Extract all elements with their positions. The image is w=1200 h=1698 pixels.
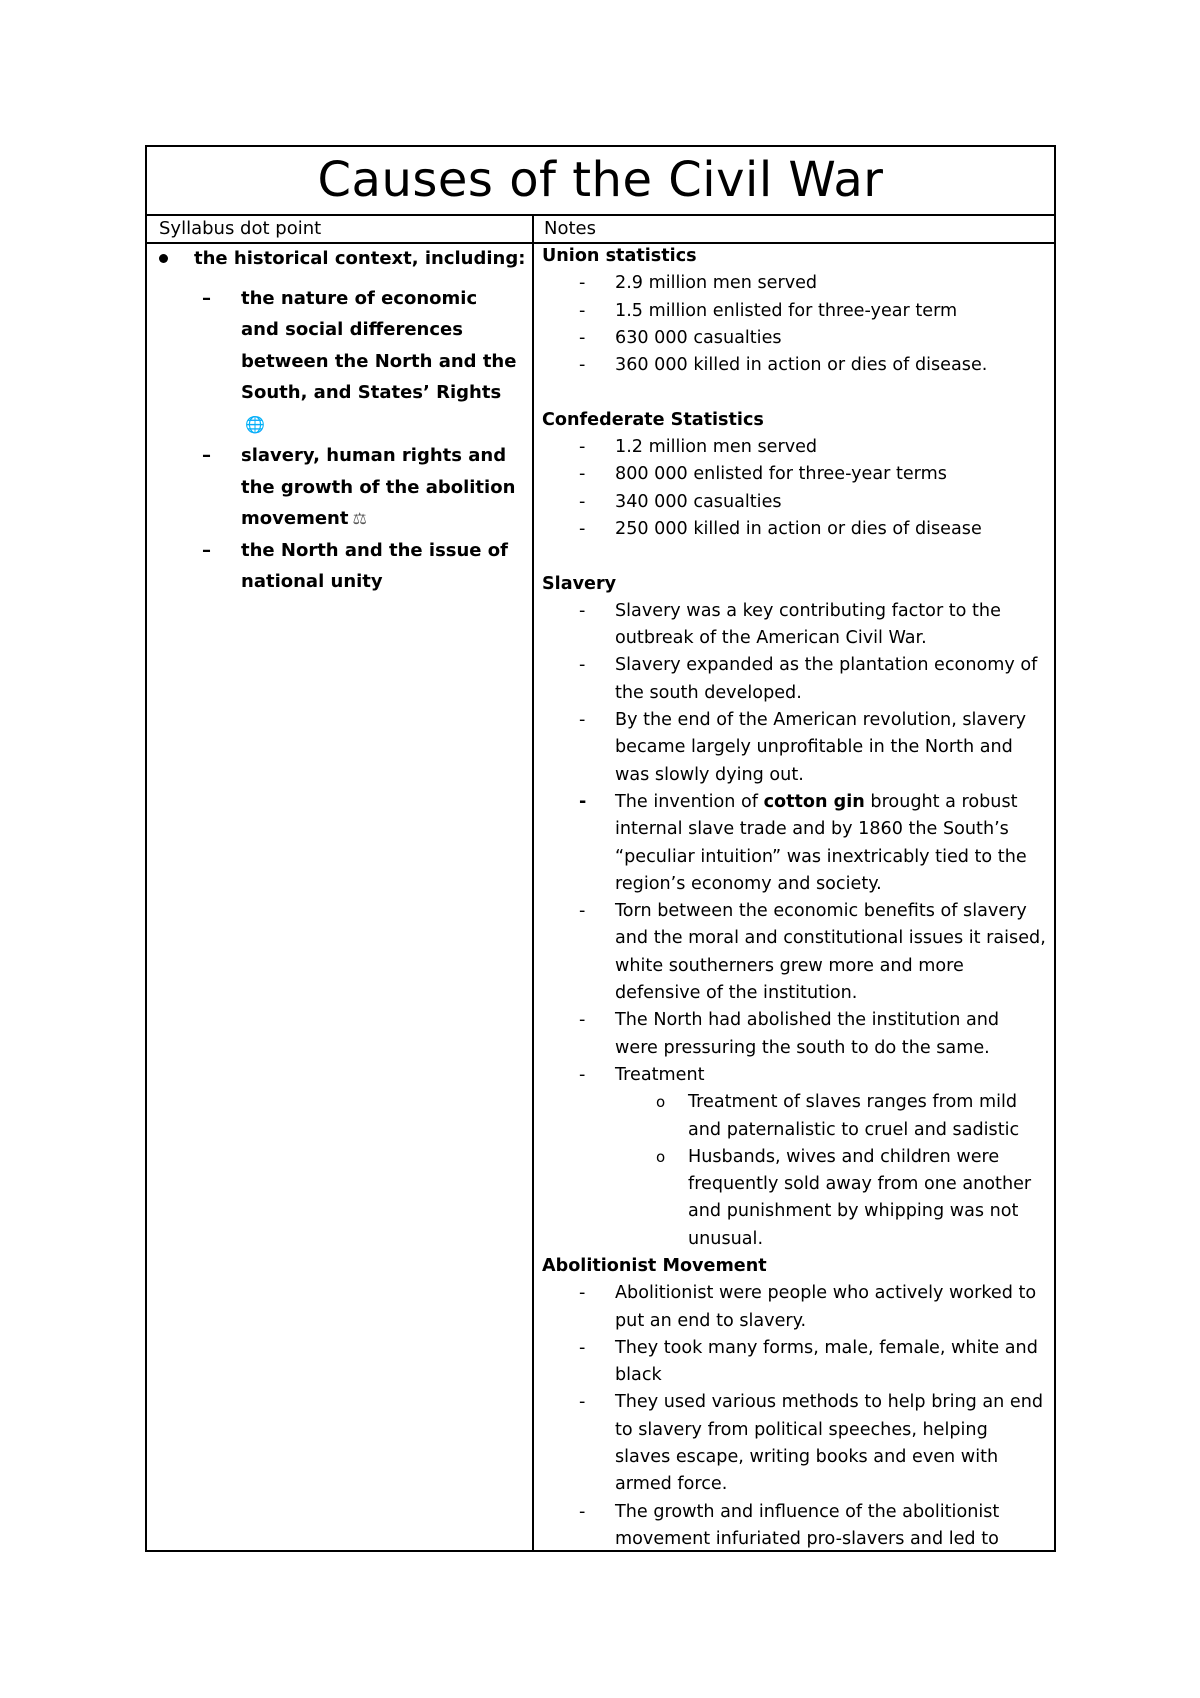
- causes-table: [145, 145, 1056, 1552]
- dash-marker: -: [579, 1283, 586, 1304]
- note-item: [542, 1389, 1047, 1498]
- column-divider: [532, 216, 534, 1550]
- note-item: [542, 898, 1047, 1007]
- note-item: [542, 298, 1047, 325]
- syllabus-sub-points: [157, 283, 527, 598]
- dash-marker: -: [579, 327, 586, 348]
- note-item: [542, 489, 1047, 516]
- dash-marker: -: [579, 273, 586, 294]
- note-item: [542, 652, 1047, 707]
- dash-marker: -: [579, 518, 586, 539]
- dash-marker: -: [579, 1501, 586, 1522]
- header-notes: Notes: [544, 218, 596, 239]
- note-text: 2.9 million men served: [615, 273, 818, 294]
- note-item: [542, 1007, 1047, 1062]
- spacer: [542, 543, 1047, 570]
- note-item: [542, 516, 1047, 543]
- en-dash-marker: –: [202, 287, 211, 309]
- note-text: Husbands, wives and children were frequently sold away from one another and punishment by whipping was not unusual.: [688, 1146, 1032, 1249]
- slavery-heading: Slavery: [542, 573, 617, 594]
- syllabus-main-point-text: the historical context, including:: [194, 248, 526, 269]
- syllabus-sub-point-text: the North and the issue of national unity: [241, 539, 508, 592]
- circle-marker: o: [656, 1093, 666, 1112]
- syllabus-sub-point: [157, 283, 527, 441]
- syllabus-sub-point-text: slavery, human rights and the growth of the abolition movement: [241, 445, 516, 529]
- syllabus-sub-point: [157, 440, 527, 535]
- note-text: The invention of: [615, 791, 764, 812]
- dash-marker: -: [579, 1010, 586, 1031]
- header-syllabus-dot-point: Syllabus dot point: [159, 218, 322, 239]
- scales-icon: ⚖: [352, 509, 367, 528]
- note-item: [542, 1335, 1047, 1390]
- note-text: 1.2 million men served: [615, 437, 818, 458]
- spacer: [542, 379, 1047, 406]
- dash-marker: -: [579, 710, 586, 731]
- note-text: 360 000 killed in action or dies of disease.: [615, 355, 988, 376]
- note-text: By the end of the American revolution, slavery became largely unprofitable in the North and was slowly dying out.: [615, 710, 1027, 785]
- note-text: 340 000 casualties: [615, 491, 782, 512]
- dash-marker: -: [579, 791, 587, 812]
- dash-marker: -: [579, 901, 586, 922]
- note-text: 1.5 million enlisted for three-year term: [615, 300, 958, 321]
- note-item-treatment: [542, 1062, 1047, 1089]
- note-text: 630 000 casualties: [615, 327, 782, 348]
- page-title: Causes of the Civil War: [147, 147, 1054, 216]
- dash-marker: -: [579, 464, 586, 485]
- note-item: [542, 1499, 1047, 1554]
- dash-marker: -: [579, 600, 586, 621]
- note-item: [542, 325, 1047, 352]
- dash-marker: -: [579, 437, 586, 458]
- table-header-row: [147, 216, 1054, 244]
- confederate-statistics-heading: Confederate Statistics: [542, 409, 764, 430]
- en-dash-marker: –: [202, 445, 211, 466]
- note-item: [542, 270, 1047, 297]
- dash-marker: -: [579, 1337, 586, 1358]
- note-item: [542, 707, 1047, 789]
- note-text: Abolitionist were people who actively worked to put an end to slavery.: [615, 1283, 1037, 1331]
- dash-marker: -: [579, 1064, 586, 1085]
- dash-marker: -: [579, 491, 586, 512]
- note-text: The North had abolished the institution and were pressuring the south to do the same.: [615, 1010, 1000, 1058]
- syllabus-main-point: [157, 243, 527, 275]
- syllabus-sub-point-text: the nature of economic and social differences between the North and the South, and States’ Rights: [241, 287, 517, 403]
- note-item: [542, 1280, 1047, 1335]
- notes-column: [542, 243, 1047, 1553]
- note-text: Slavery was a key contributing factor to the outbreak of the American Civil War.: [615, 600, 1001, 649]
- note-text: They took many forms, male, female, white and black: [615, 1337, 1038, 1386]
- note-text: brought a robust internal slave trade and by 1860 the South’s “peculiar intuition” was inextricably tied to the region’s economy and society.: [615, 791, 1027, 894]
- note-sub-item: [542, 1089, 1047, 1144]
- note-item: [542, 434, 1047, 461]
- circle-marker: o: [656, 1147, 666, 1166]
- union-statistics-heading: Union statistics: [542, 246, 697, 266]
- note-text: Torn between the economic benefits of slavery and the moral and constitutional issues it raised, white southerners grew more and more defensive of the institution.: [615, 901, 1046, 1004]
- en-dash-marker: –: [202, 539, 211, 561]
- syllabus-sub-point: [157, 535, 527, 598]
- dash-marker: -: [579, 1392, 586, 1413]
- note-text: The growth and influence of the abolitionist movement infuriated pro-slavers and led to: [615, 1501, 1000, 1549]
- globe-icon: 🌐: [245, 414, 265, 434]
- abolitionist-movement-heading: Abolitionist Movement: [542, 1255, 767, 1276]
- cotton-gin-term: cotton gin: [763, 791, 865, 812]
- note-text: 250 000 killed in action or dies of disease: [615, 518, 982, 539]
- dash-marker: -: [579, 655, 586, 676]
- note-text: They used various methods to help bring an end to slavery from political speeches, helping slaves escape, writing books and even with armed force.: [615, 1392, 1044, 1495]
- note-text: Slavery expanded as the plantation economy of the south developed.: [615, 655, 1038, 703]
- bullet-dot-icon: [159, 254, 168, 263]
- note-text: Treatment of slaves ranges from mild and paternalistic to cruel and sadistic: [688, 1092, 1020, 1140]
- dash-marker: -: [579, 300, 586, 321]
- note-text: Treatment: [615, 1064, 705, 1085]
- dash-marker: -: [579, 355, 586, 376]
- note-text: 800 000 enlisted for three-year terms: [615, 464, 947, 485]
- syllabus-column: [157, 243, 527, 598]
- note-item: [542, 598, 1047, 653]
- note-item: [542, 352, 1047, 379]
- note-item: [542, 461, 1047, 488]
- note-sub-item: [542, 1144, 1047, 1253]
- note-item-cotton-gin: [542, 789, 1047, 898]
